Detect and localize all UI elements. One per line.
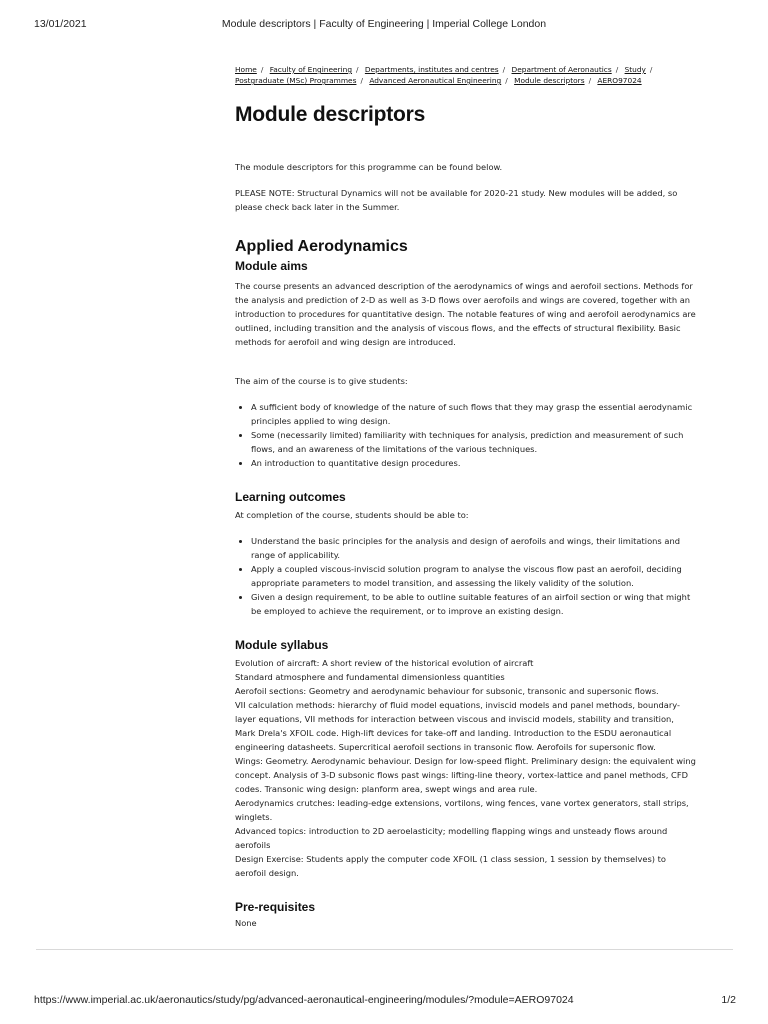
breadcrumb-postgraduate[interactable]: Postgraduate (MSc) Programmes — [235, 76, 357, 85]
outcomes-intro: At completion of the course, students should be able to: — [235, 510, 469, 520]
aims-heading: Module aims — [235, 259, 308, 273]
main-content — [235, 64, 697, 930]
print-header — [0, 18, 768, 32]
breadcrumb-aeronautics[interactable]: Department of Aeronautics — [511, 65, 612, 74]
page-divider — [36, 949, 733, 950]
breadcrumb-module-code[interactable]: AERO97024 — [597, 76, 642, 85]
aims-text: The course presents an advanced description of the aerodynamics of wings and aerofoil sections. Methods for the analysis and prediction of 2-D as well as 3-D flows over aerofoils and wings are covered, together with an introduction to procedures for quantitative design. The notable features of wing and aerofoil aerodynamics are outlined, including transition and the analysis of viscous flows, and the effects of structural flexibility. Basic methods for aerofoil and wing design are introduced. — [235, 281, 696, 347]
list-item: • Given a design requirement, to be able to outline suitable features of an airfoil section or wing that might be employed to achieve the requirement, or to improve an existing design. — [251, 590, 697, 618]
syllabus-line: Standard atmosphere and fundamental dimensionless quantities — [235, 672, 505, 682]
syllabus-line: Aerofoil sections: Geometry and aerodynamic behaviour for subsonic, transonic and supersonic flows. — [235, 686, 659, 696]
breadcrumb-home[interactable]: Home — [235, 65, 257, 74]
print-title: Module descriptors | Faculty of Engineering | Imperial College London — [221, 18, 547, 30]
print-url: https://www.imperial.ac.uk/aeronautics/study/pg/advanced-aeronautical-engineering/modules/?module=AERO97024 — [34, 994, 574, 1006]
aim-intro: The aim of the course is to give students: — [235, 376, 408, 386]
module-title: Applied Aerodynamics — [235, 238, 408, 255]
syllabus-line: VII calculation methods: hierarchy of fluid model equations, inviscid models and panel methods, boundary-layer equations, VII methods for interaction between viscous and inviscid models, stability and transition, Mark Drela's XFOIL code. High-lift devices for take-off and landing. Introduction to the ESDU aeronautical engineering datasheets. Supercritical aerofoil sections in transonic flow. Aerofoils for supersonic flow. — [235, 700, 681, 752]
syllabus-line: Advanced topics: introduction to 2D aeroelasticity; modelling flapping wings and unsteady flows around aerofoils — [235, 826, 668, 850]
page-number: 1/2 — [721, 994, 736, 1006]
syllabus-line: Design Exercise: Students apply the computer code XFOIL (1 class session, 1 session by themselves) to aerofoil design. — [235, 854, 667, 878]
syllabus-heading: Module syllabus — [235, 638, 329, 652]
intro-text: The module descriptors for this programme can be found below. — [235, 162, 503, 172]
outcomes-list — [235, 534, 697, 618]
page-title: Module descriptors — [235, 103, 426, 126]
list-item: • Some (necessarily limited) familiarity with techniques for analysis, prediction and measurement of such flows, and an awareness of the limitations of the various techniques. — [251, 428, 697, 456]
prereq-text: None — [235, 918, 257, 928]
note-text: PLEASE NOTE: Structural Dynamics will not be available for 2020-21 study. New modules will be added, so please check back later in the Summer. — [235, 188, 678, 212]
syllabus-line: Evolution of aircraft: A short review of the historical evolution of aircraft — [235, 658, 534, 668]
syllabus-line: Wings: Geometry. Aerodynamic behaviour. Design for low-speed flight. Preliminary design: the equivalent wing concept. Analysis of 3-D subsonic flows past wings: lifting-line theory, vortex-lattice and panel methods, CFD codes. Transonic wing design: planform area, swept wings and area rule. — [235, 756, 696, 794]
outcomes-heading: Learning outcomes — [235, 490, 346, 504]
syllabus-body — [235, 656, 697, 880]
list-item: • An introduction to quantitative design procedures. — [251, 456, 697, 470]
breadcrumb-module-descriptors[interactable]: Module descriptors — [514, 76, 585, 85]
syllabus-line: Aerodynamics crutches: leading-edge extensions, vortilons, wing fences, vane vortex generators, stall strips, winglets. — [235, 798, 689, 822]
breadcrumb-study[interactable]: Study — [624, 65, 646, 74]
breadcrumb-advanced-aero[interactable]: Advanced Aeronautical Engineering — [369, 76, 502, 85]
breadcrumb-departments[interactable]: Departments, institutes and centres — [364, 65, 499, 74]
print-date: 13/01/2021 — [34, 18, 87, 30]
breadcrumb: Home / Faculty of Engineering / Departments, institutes and centres / Department of Aeronautics / Study / Postgraduate (MSc) Programmes / Advanced Aeronautical Engineering / Module descriptors / AERO97024 — [235, 65, 653, 85]
breadcrumb-faculty[interactable]: Faculty of Engineering — [269, 65, 353, 74]
list-item: • Apply a coupled viscous-inviscid solution program to analyse the viscous flow past an aerofoil, deciding appropriate parameters to model transition, and assessing the likely validity of the solution. — [251, 562, 697, 590]
list-item: • A sufficient body of knowledge of the nature of such flows that they may grasp the essential aerodynamic principles applied to wing design. — [251, 400, 697, 428]
list-item: • Understand the basic principles for the analysis and design of aerofoils and wings, their limitations and range of applicability. — [251, 534, 697, 562]
print-footer — [0, 994, 768, 1008]
prereq-heading: Pre-requisites — [235, 900, 316, 914]
aims-list — [235, 400, 697, 470]
